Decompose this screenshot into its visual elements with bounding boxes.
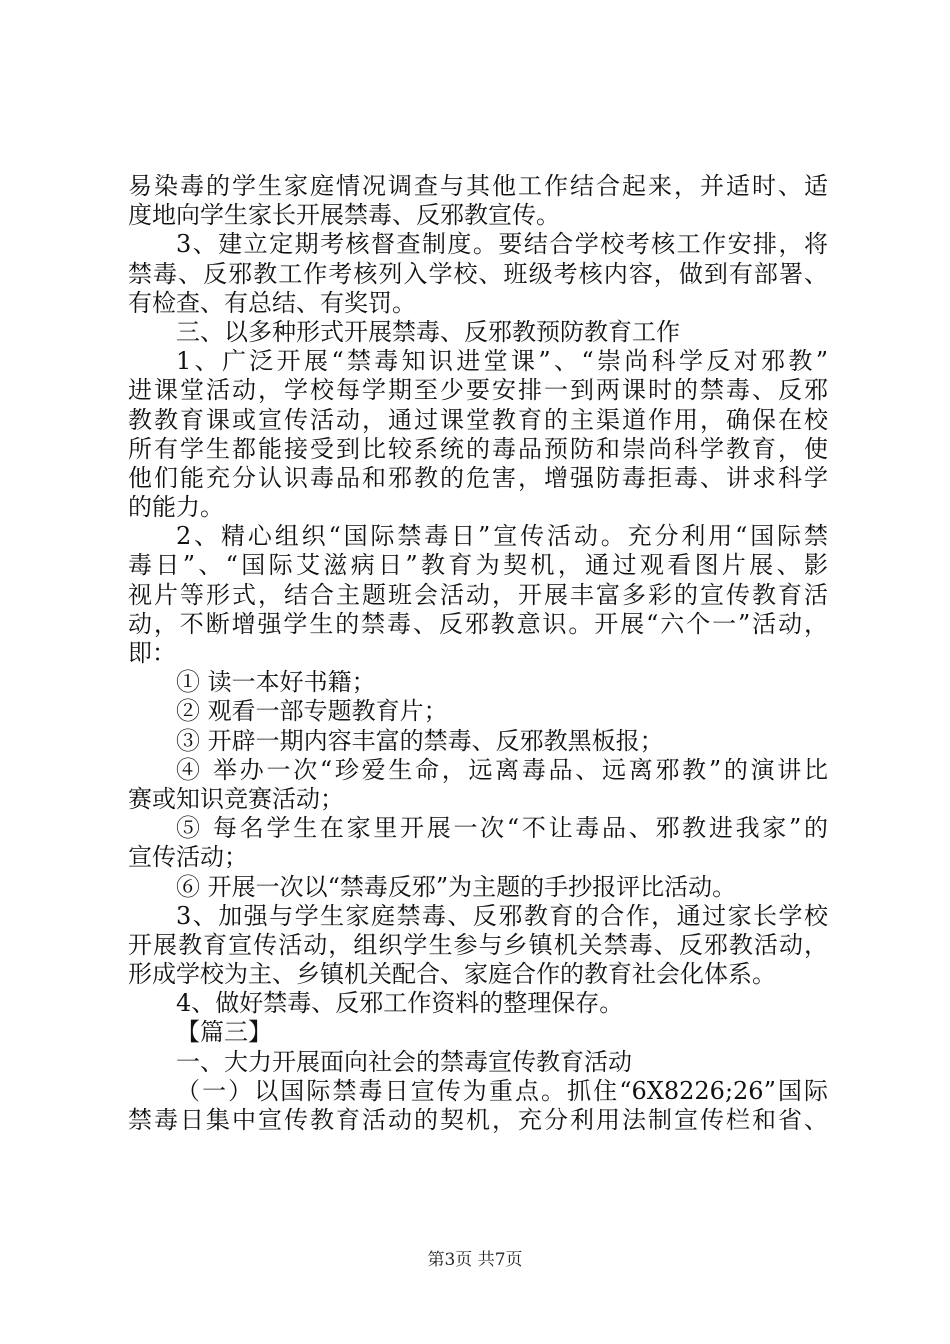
list-item: ① 读一本好书籍； — [176, 668, 376, 697]
text-line: 所有学生都能接受到比较系统的毒品预防和崇尚科学教育，使 — [128, 434, 828, 463]
text-line: 教教育课或宣传活动，通过课堂教育的主渠道作用，确保在校 — [128, 405, 828, 434]
text-line: 的能力。 — [128, 493, 224, 522]
paragraph-line: 3、建立定期考核督查制度。要结合学校考核工作安排，将 — [176, 230, 828, 259]
text-line: 开展教育宣传活动，组织学生参与乡镇机关禁毒、反邪教活动， — [128, 930, 828, 959]
text-line: 禁毒、反邪教工作考核列入学校、班级考核内容，做到有部署、 — [128, 259, 828, 288]
list-item: ④ 举办一次“珍爱生命，远离毒品、远离邪教”的演讲比 — [176, 755, 828, 784]
text-line: 度地向学生家长开展禁毒、反邪教宣传。 — [128, 201, 560, 230]
document-body — [128, 172, 828, 1135]
text-line: 即： — [128, 639, 176, 667]
paragraph-line: （一）以国际禁毒日宣传为重点。抓住“6X8226;26”国际 — [176, 1076, 828, 1105]
text-line: 易染毒的学生家庭情况调查与其他工作结合起来，并适时、适 — [128, 172, 828, 200]
text-line: 视片等形式，结合主题班会活动，开展丰富多彩的宣传教育活 — [128, 580, 828, 609]
text-line: 毒日”、“国际艾滋病日”教育为契机，通过观看图片展、影 — [128, 551, 828, 580]
text-line: 宣传活动； — [128, 843, 248, 872]
text-line: 形成学校为主、乡镇机关配合、家庭合作的教育社会化体系。 — [128, 960, 776, 989]
list-item: ⑥ 开展一次以“禁毒反邪”为主题的手抄报评比活动。 — [176, 872, 737, 901]
page-number: 第3页 共7页 — [427, 1250, 523, 1270]
paragraph-line: 4、做好禁毒、反邪工作资料的整理保存。 — [176, 989, 624, 1018]
section-heading: 一、大力开展面向社会的禁毒宣传教育活动 — [176, 1047, 632, 1076]
text-line: 进课堂活动，学校每学期至少要安排一到两课时的禁毒、反邪 — [128, 376, 828, 405]
list-item: ② 观看一部专题教育片； — [176, 697, 448, 726]
text-line: 他们能充分认识毒品和邪教的危害，增强防毒拒毒、讲求科学 — [128, 463, 828, 492]
text-line: 动，不断增强学生的禁毒、反邪教意识。开展“六个一”活动， — [128, 609, 828, 638]
section-heading: 【篇三】 — [176, 1018, 272, 1047]
list-item: ⑤ 每名学生在家里开展一次“不让毒品、邪教进我家”的 — [176, 814, 828, 843]
section-heading: 三、以多种形式开展禁毒、反邪教预防教育工作 — [176, 317, 680, 346]
text-line: 禁毒日集中宣传教育活动的契机，充分利用法制宣传栏和省、 — [128, 1106, 828, 1134]
text-line: 有检查、有总结、有奖罚。 — [128, 288, 416, 317]
paragraph-line: 1、广泛开展“禁毒知识进堂课”、“崇尚科学反对邪教” — [176, 347, 828, 376]
text-line: 赛或知识竞赛活动； — [128, 784, 344, 813]
list-item: ③ 开辟一期内容丰富的禁毒、反邪教黑板报； — [176, 726, 664, 755]
paragraph-line: 2、精心组织“国际禁毒日”宣传活动。充分利用“国际禁 — [176, 522, 828, 551]
paragraph-line: 3、加强与学生家庭禁毒、反邪教育的合作，通过家长学校 — [176, 901, 828, 930]
